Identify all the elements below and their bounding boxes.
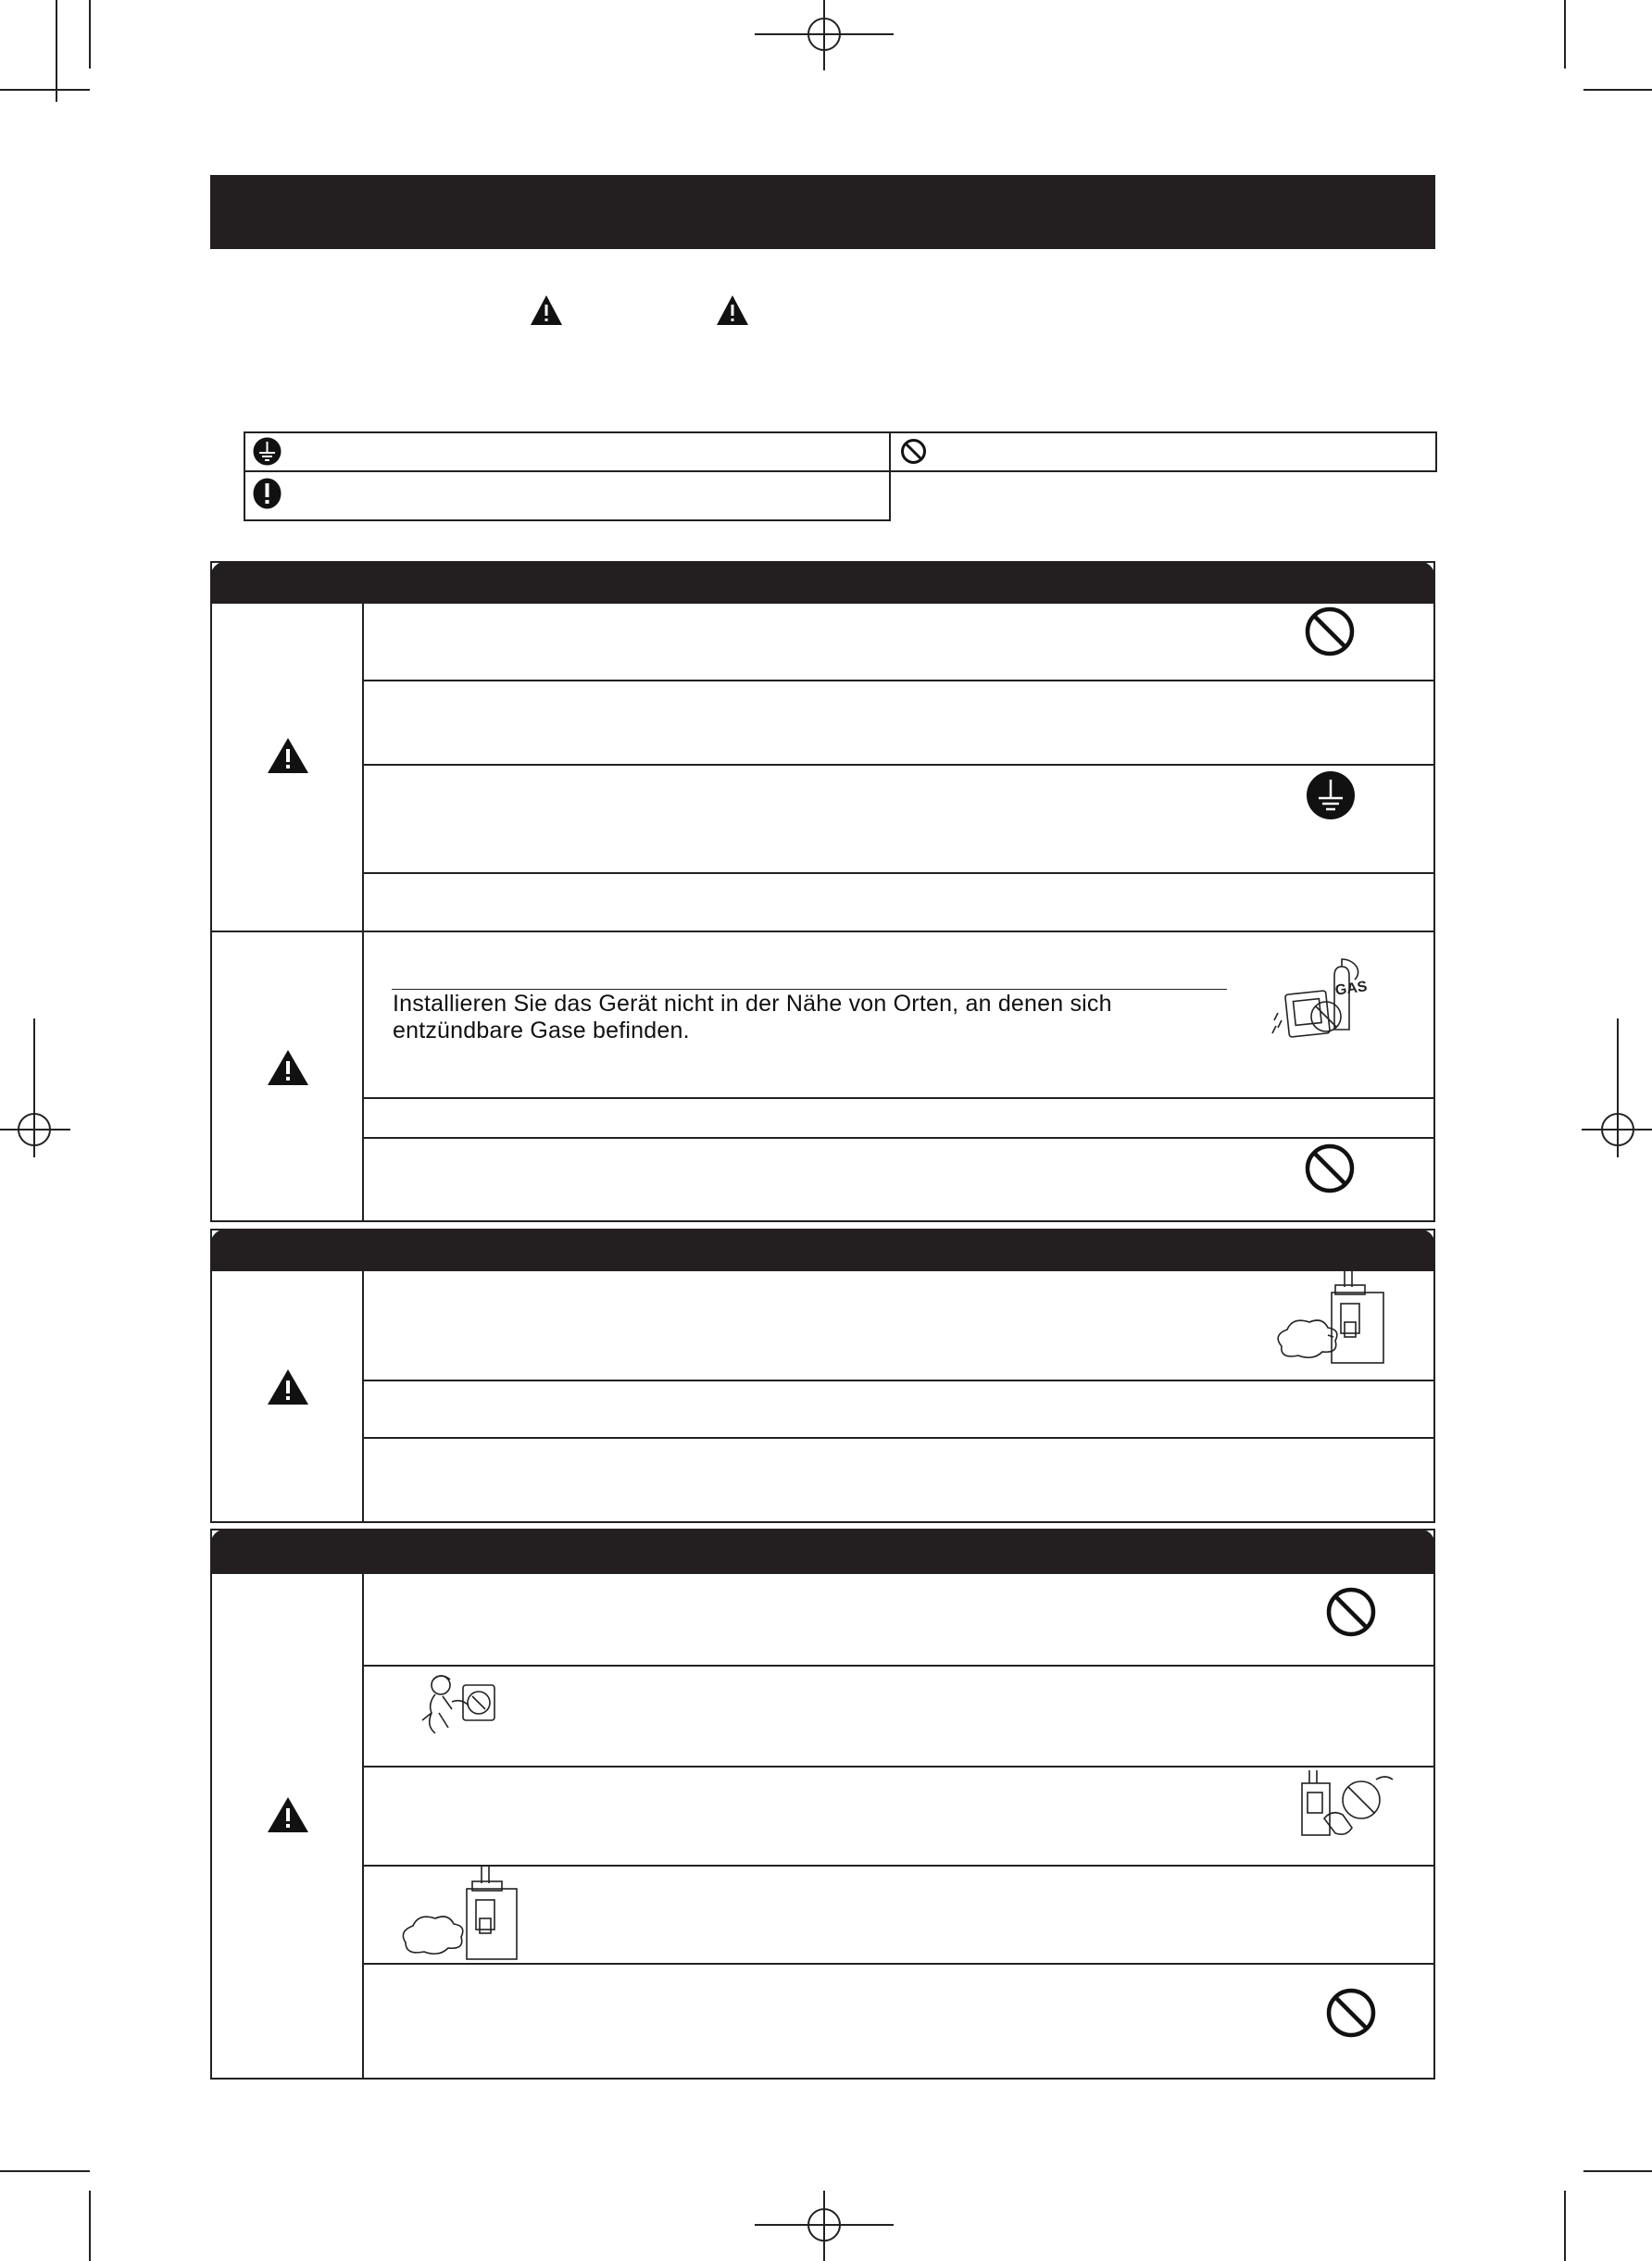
prohibited-icon	[1325, 1987, 1377, 2039]
warning-triangle-icon	[267, 1796, 309, 1833]
safety-section-1	[210, 561, 1435, 1222]
warning-triangle-icon	[267, 1049, 309, 1086]
gas-leak-illustration	[1267, 957, 1396, 1048]
circuit-breaker-illustration	[398, 1867, 524, 1963]
row-divider	[362, 1766, 1435, 1768]
ground-icon	[253, 437, 282, 466]
registration-mark-right	[1582, 1018, 1652, 1157]
row-divider	[362, 764, 1435, 766]
row-divider	[362, 872, 1435, 874]
warning-triangle-icon	[530, 294, 563, 326]
row-divider	[362, 680, 1435, 681]
warning-triangle-icon	[267, 737, 309, 774]
safety-section-2	[210, 1229, 1435, 1523]
safety-section-3	[210, 1529, 1435, 2080]
page-title-bar	[210, 175, 1435, 249]
mandatory-icon	[253, 478, 282, 509]
prohibited-icon	[1325, 1586, 1377, 1638]
prohibited-icon	[900, 438, 927, 465]
no-touch-illustration	[415, 1672, 502, 1739]
registration-mark-bottom	[755, 2191, 894, 2261]
row-divider	[362, 1437, 1435, 1439]
registration-mark-top	[755, 0, 894, 70]
registration-mark-left	[0, 1018, 70, 1157]
row-divider	[362, 1097, 1435, 1099]
row-divider	[362, 1665, 1435, 1667]
section-header	[210, 561, 1435, 604]
row-divider	[362, 1137, 1435, 1139]
svg-text:GAS: GAS	[1333, 979, 1369, 999]
caution-triangle-icon	[716, 294, 749, 326]
no-wet-hands-illustration	[1296, 1770, 1400, 1848]
warning-triangle-icon	[267, 1368, 309, 1405]
prohibited-icon	[1304, 1143, 1356, 1194]
prohibited-icon	[1304, 606, 1356, 657]
row-divider	[362, 1380, 1435, 1381]
row-divider	[392, 989, 1227, 990]
ground-icon	[1306, 770, 1356, 820]
circuit-breaker-illustration	[1270, 1270, 1396, 1367]
gas-warning-text: Installieren Sie das Gerät nicht in der Nähe von Orten, an denen sich entzündbare Gase befinden.	[393, 991, 1112, 1043]
section-header	[210, 1229, 1435, 1271]
row-divider	[362, 1963, 1435, 1965]
section-header	[210, 1529, 1435, 1574]
